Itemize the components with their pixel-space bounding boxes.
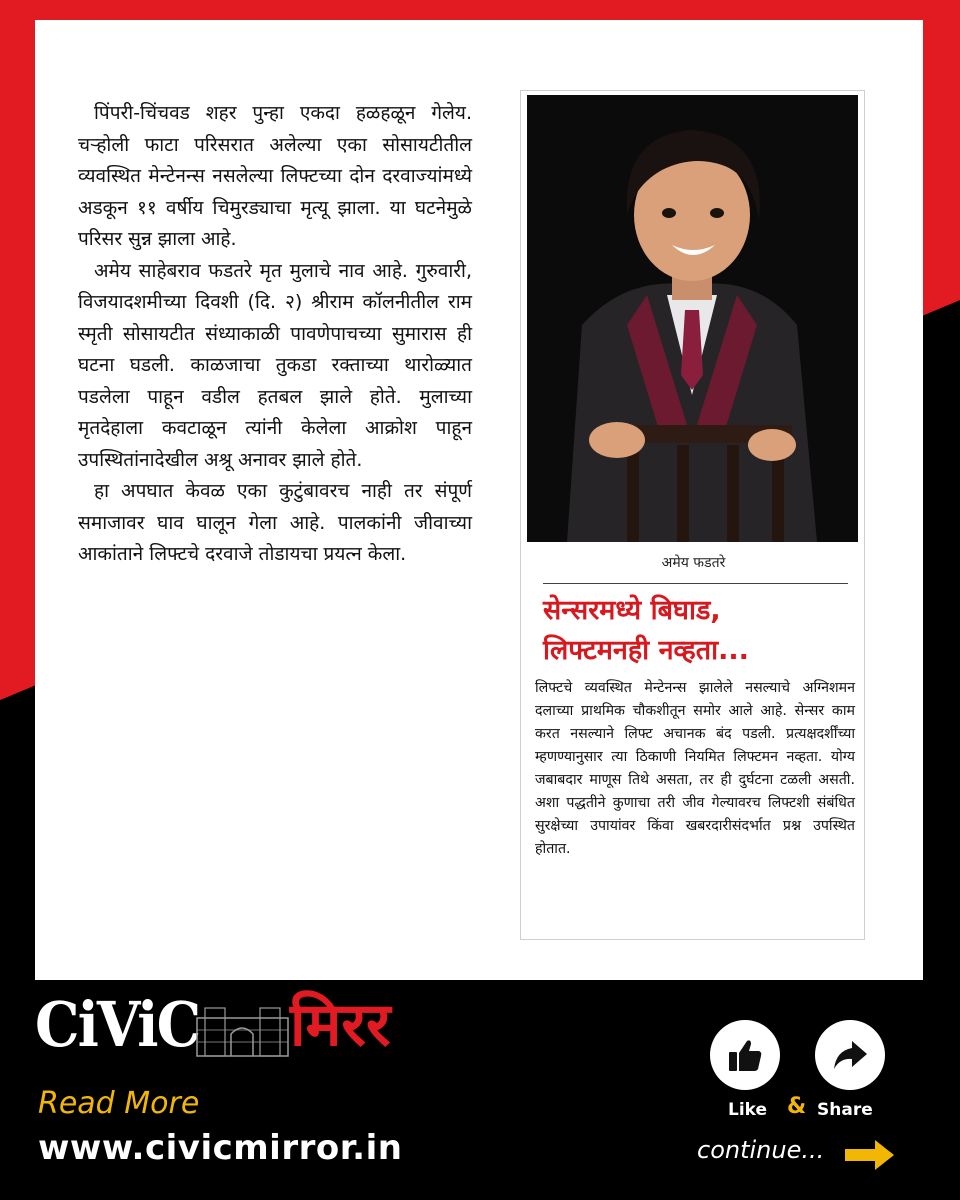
article-paragraph-3: हा अपघात केवळ एका कुटुंबावरच नाही तर संपूर्ण समाजावर घाव घालून गेला आहे. पालकांनी जीवाच्या आकांताने लिफ्टचे दरवाजे तोडायचा प्रयत्न केला.: [78, 480, 472, 565]
fort-gate-icon: [195, 1000, 290, 1058]
ampersand: &: [787, 1094, 807, 1119]
caption-divider: [543, 583, 848, 584]
logo-mirror-text: मिरर: [290, 990, 391, 1060]
article-paragraph-2: अमेय साहेबराव फडतरे मृत मुलाचे नाव आहे. गुरुवारी, विजयादशमीच्या दिवशी (दि. २) श्रीराम कॉलनीतील राम स्मृती सोसायटीत संध्याकाळी पावणेपाचच्या सुमारास ही घटना घडली. काळजाचा तुकडा रक्ताच्या थारोळ्यात पडलेला पाहून वडील हतबल झाले होते. मुलाच्या मृतदेहाला कवटाळून त्यांनी केलेला आक्रोश पाहून उपस्थितांनादेखील अश्रू अनावर झाले होते.: [78, 259, 472, 471]
civic-mirror-logo[interactable]: [35, 990, 415, 1060]
arrow-right-icon[interactable]: [845, 1138, 895, 1172]
thumbs-up-icon: [725, 1035, 765, 1075]
headline-line-2: लिफ्टमनही नव्हता...: [543, 635, 749, 666]
like-button[interactable]: [710, 1020, 780, 1090]
boy-portrait-photo: [527, 95, 858, 542]
sidebar-body: लिफ्टचे व्यवस्थित मेन्टेनन्स झालेले नसल्याचे अग्निशमन दलाच्या प्राथमिक चौकशीतून समोर आले आहे. सेन्सर काम करत नसल्याने लिफ्ट अचानक बंद पडली. प्रत्यक्षदर्शींच्या म्हणण्यानुसार त्या ठिकाणी नियमित लिफ्टमन नव्हता. योग्य जबाबदार माणूस तिथे असता, तर ही दुर्घटना टळली असती. अशा पद्धतीने कुणाचा तरी जीव गेल्यावरच लिफ्टशी संबंधित सुरक्षेच्या उपायांवर किंवा खबरदारीसंदर्भात प्रश्न उपस्थित होतात.: [535, 680, 855, 857]
sidebar-headline: [543, 591, 853, 671]
photo-caption: अमेय फडतरे: [661, 555, 726, 571]
share-label: Share: [817, 1100, 873, 1120]
headline-line-1: सेन्सरमध्ये बिघाड,: [543, 595, 721, 626]
like-label: Like: [728, 1100, 768, 1120]
share-arrow-icon: [830, 1035, 870, 1075]
read-more-label[interactable]: Read More: [38, 1086, 200, 1121]
portrait-illustration: [527, 95, 858, 542]
logo-civic-text: CiViC: [35, 988, 200, 1062]
article-body: [78, 98, 472, 571]
sidebar-box: [520, 90, 865, 940]
share-button[interactable]: [815, 1020, 885, 1090]
website-link[interactable]: www.civicmirror.in: [38, 1128, 403, 1168]
continue-label[interactable]: continue...: [697, 1136, 825, 1164]
article-paragraph-1: पिंपरी-चिंचवड शहर पुन्हा एकदा हळहळून गेलेय. चऱ्होली फाटा परिसरात अलेल्या एका सोसायटीतील व्यवस्थित मेन्टेनन्स नसलेल्या लिफ्टच्या दोन दरवाज्यांमध्ये अडकून ११ वर्षीय चिमुरड्याचा मृत्यू झाला. या घटनेमुळे परिसर सुन्न झाला आहे.: [78, 102, 472, 250]
